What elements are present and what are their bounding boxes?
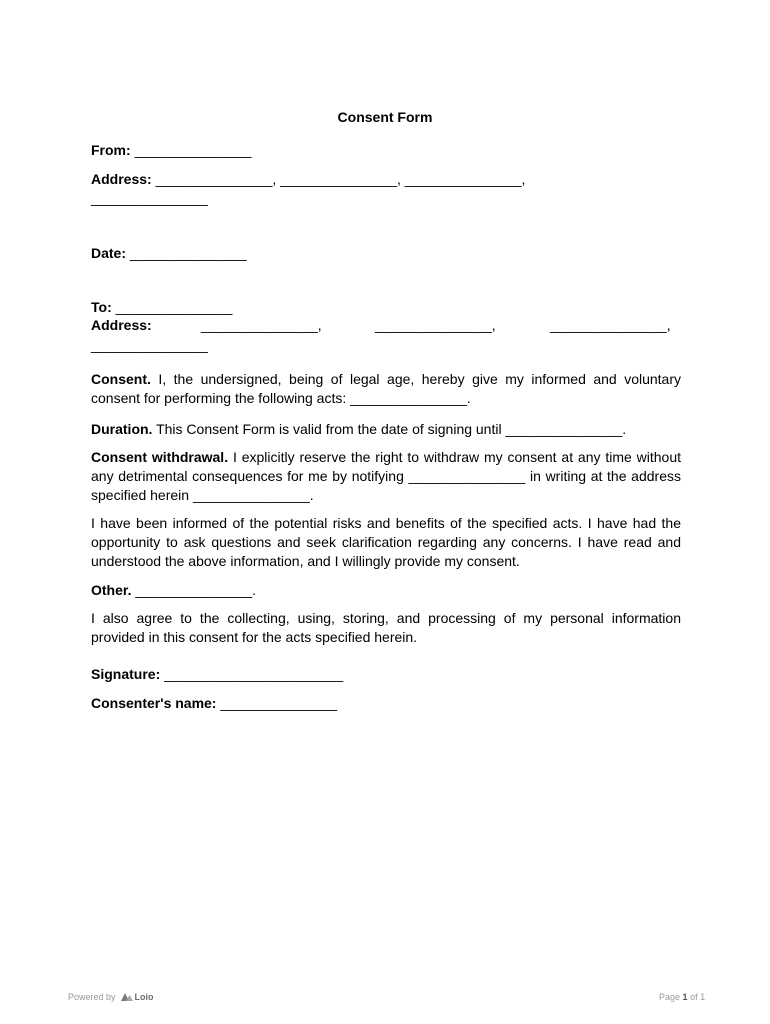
other-heading: Other. — [91, 582, 132, 598]
data-processing-paragraph: I also agree to the collecting, using, storing, and processing of my personal information provided in this consent for the acts specified herein. — [91, 610, 681, 645]
duration-text: This Consent Form is valid from the date of signing until _______________. — [156, 421, 627, 437]
date-field — [91, 244, 247, 263]
to-label: To: — [91, 299, 112, 315]
other-paragraph — [91, 581, 256, 600]
risks-paragraph: I have been informed of the potential risks and benefits of the specified acts. I have had the opportunity to ask questions and seek clarification regarding any concerns. I have read and understood the above information, and I willingly provide my consent. — [91, 515, 681, 569]
consent-text: I, the undersigned, being of legal age, hereby give my informed and voluntary consent for performing the following acts: _______________. — [91, 371, 681, 406]
to-field — [91, 298, 232, 317]
sender-address-line2: _______________ — [91, 190, 208, 206]
powered-by-text: Powered by — [68, 992, 116, 1002]
loio-logo-icon — [121, 993, 133, 1001]
recipient-address-blank-3: _______________, — [550, 317, 671, 333]
signature-label: Signature: — [91, 666, 161, 682]
sender-address-blanks: _______________, _______________, _______________, — [155, 171, 526, 187]
withdrawal-paragraph — [91, 448, 681, 505]
duration-heading: Duration. — [91, 421, 153, 437]
brand-name: Loio — [134, 992, 154, 1002]
consenter-name-label: Consenter's name: — [91, 695, 217, 711]
page-number — [659, 991, 705, 1003]
sender-address-field — [91, 170, 525, 189]
consenter-name-field — [91, 694, 337, 713]
to-blank: _______________ — [115, 299, 233, 315]
recipient-address-label: Address: — [91, 317, 152, 333]
other-blank: _______________. — [135, 582, 257, 598]
page-label: Page — [659, 992, 681, 1002]
duration-paragraph — [91, 420, 681, 439]
sender-address-label: Address: — [91, 171, 152, 187]
page-current: 1 — [682, 992, 688, 1002]
withdrawal-heading: Consent withdrawal. — [91, 449, 229, 465]
consent-paragraph — [91, 370, 681, 408]
from-label: From: — [91, 142, 131, 158]
date-blank: _______________ — [129, 245, 247, 261]
recipient-address-line2: _______________ — [91, 337, 208, 353]
page-of: of — [690, 992, 698, 1002]
from-field — [91, 141, 251, 160]
withdrawal-text: I explicitly reserve the right to withdraw my consent at any time without any detrimental consequences for me by notifying _______________ in writing at the address specified herein _______________. — [91, 449, 682, 503]
signature-blank: _______________________ — [164, 666, 344, 682]
consent-heading: Consent. — [91, 371, 151, 387]
document-title: Consent Form — [337, 109, 433, 125]
from-blank: _______________ — [134, 142, 252, 158]
recipient-address-blank-2: _______________, — [375, 317, 496, 333]
page-total: 1 — [700, 992, 706, 1002]
powered-by — [68, 991, 154, 1003]
signature-field — [91, 665, 343, 684]
recipient-address-blank-1: _______________, — [201, 317, 322, 333]
date-label: Date: — [91, 245, 127, 261]
consenter-name-blank: _______________ — [220, 695, 338, 711]
